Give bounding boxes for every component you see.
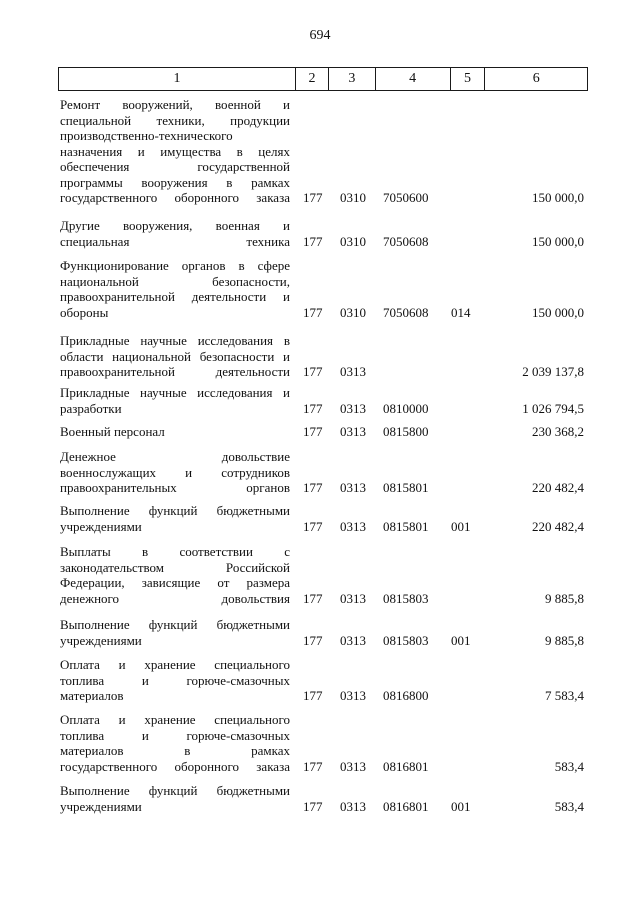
row-col2: 177 [303,424,323,439]
row-col3: 0313 [340,758,366,774]
row-col2: 177 [303,304,323,320]
row-col5: 014 [451,304,471,320]
row-col6: 230 368,2 [532,424,584,439]
row-col4: 0815801 [383,518,429,534]
row-col6: 9 885,8 [545,590,584,606]
description-line: правоохранительных органов [60,480,290,495]
table-row [0,657,640,704]
row-col6: 150 000,0 [532,304,584,320]
row-col2: 177 [303,518,323,534]
description-line: Прикладные научные исследования и [60,385,290,400]
description-line: Выполнение функций бюджетными [60,503,290,518]
description-line: законодательством Российской [60,559,290,575]
row-description [60,657,290,704]
description-line: Выплаты в соответствии с [60,544,290,559]
header-col-3: 3 [329,68,376,90]
row-col5: 001 [451,798,471,814]
table-row [0,385,640,416]
row-description [60,712,290,774]
row-col2: 177 [303,632,323,648]
row-col6: 150 000,0 [532,190,584,205]
description-line: Выполнение функций бюджетными [60,783,290,798]
description-line: Выполнение функций бюджетными [60,617,290,632]
description-line: Денежное довольствие [60,449,290,464]
row-col6: 7 583,4 [545,688,584,703]
row-col6: 150 000,0 [532,233,584,249]
row-description [60,783,290,814]
row-col3: 0313 [340,590,366,606]
description-line: топлива и горюче-смазочных [60,727,290,743]
row-col5: 001 [451,632,471,648]
description-line: специальной техники, продукции [60,112,290,128]
row-description [60,449,290,496]
description-line: области национальной безопасности и [60,348,290,364]
table-row [0,449,640,496]
row-col3: 0310 [340,304,366,320]
description-line: Ремонт вооружений, военной и [60,97,290,112]
description-line: государственного оборонного заказа [60,190,290,205]
row-col4: 0815801 [383,480,429,495]
description-line: специальная техника [60,233,290,249]
description-line: денежного довольствия [60,590,290,606]
description-line: топлива и горюче-смазочных [60,672,290,688]
row-col3: 0313 [340,480,366,495]
row-description [60,544,290,606]
row-col3: 0313 [340,798,366,814]
table-row [0,783,640,814]
row-col4: 0815800 [383,424,429,439]
table-row [0,258,640,320]
description-line: обеспечения государственной [60,159,290,174]
row-col4: 0815803 [383,632,429,648]
description-line: Военный персонал [60,424,165,439]
row-col2: 177 [303,688,323,703]
row-col4: 0816801 [383,758,429,774]
row-col4: 7050600 [383,190,429,205]
row-description [60,503,290,534]
row-col2: 177 [303,400,323,416]
description-line: учреждениями [60,632,142,648]
description-line: назначения и имущества в целях [60,143,290,159]
row-col4: 0816800 [383,688,429,703]
row-col2: 177 [303,590,323,606]
row-col3: 0313 [340,632,366,648]
row-description [60,424,290,440]
table-row [0,712,640,774]
row-col6: 9 885,8 [545,632,584,648]
row-col2: 177 [303,364,323,379]
row-col4: 0816801 [383,798,429,814]
row-col2: 177 [303,758,323,774]
table-header [58,67,588,91]
row-col2: 177 [303,190,323,205]
header-col-5: 5 [451,68,486,90]
description-line: материалов в рамках [60,743,290,758]
description-line: материалов [60,688,124,703]
description-line: разработки [60,400,122,416]
description-line: учреждениями [60,798,142,814]
description-line: Функционирование органов в сфере [60,258,290,273]
table-row [0,617,640,648]
row-col2: 177 [303,798,323,814]
row-col3: 0310 [340,190,366,205]
header-col-1: 1 [59,68,296,90]
row-description [60,258,290,320]
row-col2: 177 [303,233,323,249]
description-line: Оплата и хранение специального [60,657,290,672]
description-line: государственного оборонного заказа [60,758,290,774]
row-col3: 0313 [340,518,366,534]
header-col-4: 4 [376,68,451,90]
header-col-2: 2 [296,68,329,90]
row-description [60,218,290,249]
row-col6: 583,4 [554,798,584,814]
table-row [0,544,640,606]
description-line: обороны [60,304,109,320]
row-col6: 220 482,4 [532,480,584,495]
row-col3: 0310 [340,233,366,249]
description-line: программы вооружения в рамках [60,174,290,190]
description-line: учреждениями [60,518,142,534]
row-description [60,97,290,206]
description-line: национальной безопасности, [60,273,290,289]
row-col6: 583,4 [554,758,584,774]
description-line: Прикладные научные исследования в [60,333,290,348]
row-col4: 0810000 [383,400,429,416]
description-line: Федерации, зависящие от размера [60,575,290,590]
row-col5: 001 [451,518,471,534]
description-line: производственно-технического [60,128,233,143]
page-number: 694 [309,28,331,43]
row-col4: 7050608 [383,233,429,249]
description-line: правоохранительной деятельности [60,364,290,379]
description-line: правоохранительной деятельности и [60,289,290,304]
row-col3: 0313 [340,688,366,703]
row-col3: 0313 [340,400,366,416]
row-description [60,385,290,416]
row-col4: 0815803 [383,590,429,606]
row-col3: 0313 [340,364,366,379]
table-row [0,333,640,380]
row-col6: 220 482,4 [532,518,584,534]
row-description [60,333,290,380]
description-line: Оплата и хранение специального [60,712,290,727]
table-row [0,424,640,440]
row-col3: 0313 [340,424,366,439]
row-col6: 2 039 137,8 [522,364,584,379]
row-col2: 177 [303,480,323,495]
row-description [60,617,290,648]
description-line: Другие вооружения, военная и [60,218,290,233]
table-row [0,218,640,249]
row-col4: 7050608 [383,304,429,320]
description-line: военнослужащих и сотрудников [60,464,290,480]
table-row [0,97,640,206]
row-col6: 1 026 794,5 [522,400,584,416]
header-col-6: 6 [532,71,540,86]
table-row [0,503,640,534]
